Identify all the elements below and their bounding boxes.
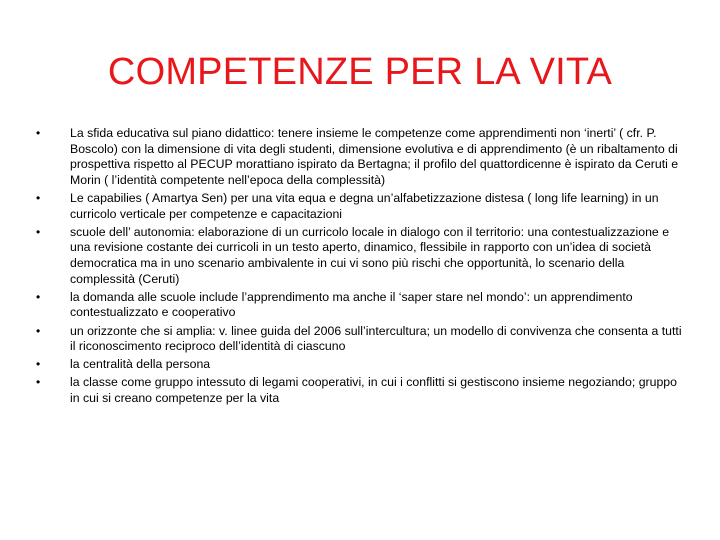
list-item — [36, 357, 684, 373]
bullet-text: La sfida educativa sul piano didattico: tenere insieme le competenze come apprendimenti non ‘inerti’ ( cfr. P. Boscolo) con la dimensione di vita degli studenti, dimensione evolutiva e di apprendimento (è un ribaltamento di prospettiva rispetto al PECUP morattiano ispirato da Bertagna; il profilo del quattordicenne è ispirato da Ceruti e Morin ( l’identità competente nell’epoca della complessità) — [70, 126, 679, 187]
list-item — [36, 191, 684, 222]
list-item — [36, 375, 684, 406]
list-item — [36, 324, 684, 355]
bullet-dot-icon: • — [36, 224, 41, 239]
bullet-dot-icon: • — [36, 190, 41, 205]
bullet-dot-icon: • — [36, 289, 41, 304]
bullet-dot-icon: • — [36, 126, 41, 140]
bullet-list — [36, 126, 684, 409]
bullet-text: la centralità della persona — [70, 357, 211, 372]
list-item — [36, 290, 684, 321]
list-item — [36, 126, 684, 188]
bullet-text: un orizzonte che si amplia: v. linee guida del 2006 sull’intercultura; un modello di convivenza che consenta a tutti il riconoscimento reciproco dell’identità di ciascuno — [70, 323, 682, 354]
bullet-text: scuole dell’ autonomia: elaborazione di un curricolo locale in dialogo con il territorio: una contestualizzazione e una revisione costante dei curricoli in un testo aperto, dinamico, flessibile in rapporto con un’idea di società democratica ma in uno scenario ambivalente in cui vi sono più rischi che opportunità, lo scenario della complessità (Ceruti) — [70, 224, 670, 286]
bullet-dot-icon: • — [36, 323, 41, 338]
slide-title: COMPETENZE PER LA VITA — [107, 51, 613, 93]
bullet-dot-icon: • — [36, 375, 41, 390]
bullet-text: la domanda alle scuole include l’apprendimento ma anche il ‘saper stare nel mondo’: un apprendimento contestualizzato e cooperativo — [70, 289, 633, 320]
bullet-text: Le capabilies ( Amartya Sen) per una vita equa e degna un’alfabetizzazione distesa ( long life learning) in un curricolo verticale per competenze e capacitazioni — [70, 190, 659, 221]
list-item — [36, 225, 684, 287]
bullet-dot-icon: • — [36, 357, 41, 372]
bullet-text: la classe come gruppo intessuto di legami cooperativi, in cui i conflitti si gestiscono insieme negoziando; gruppo in cui si creano competenze per la vita — [70, 375, 677, 406]
